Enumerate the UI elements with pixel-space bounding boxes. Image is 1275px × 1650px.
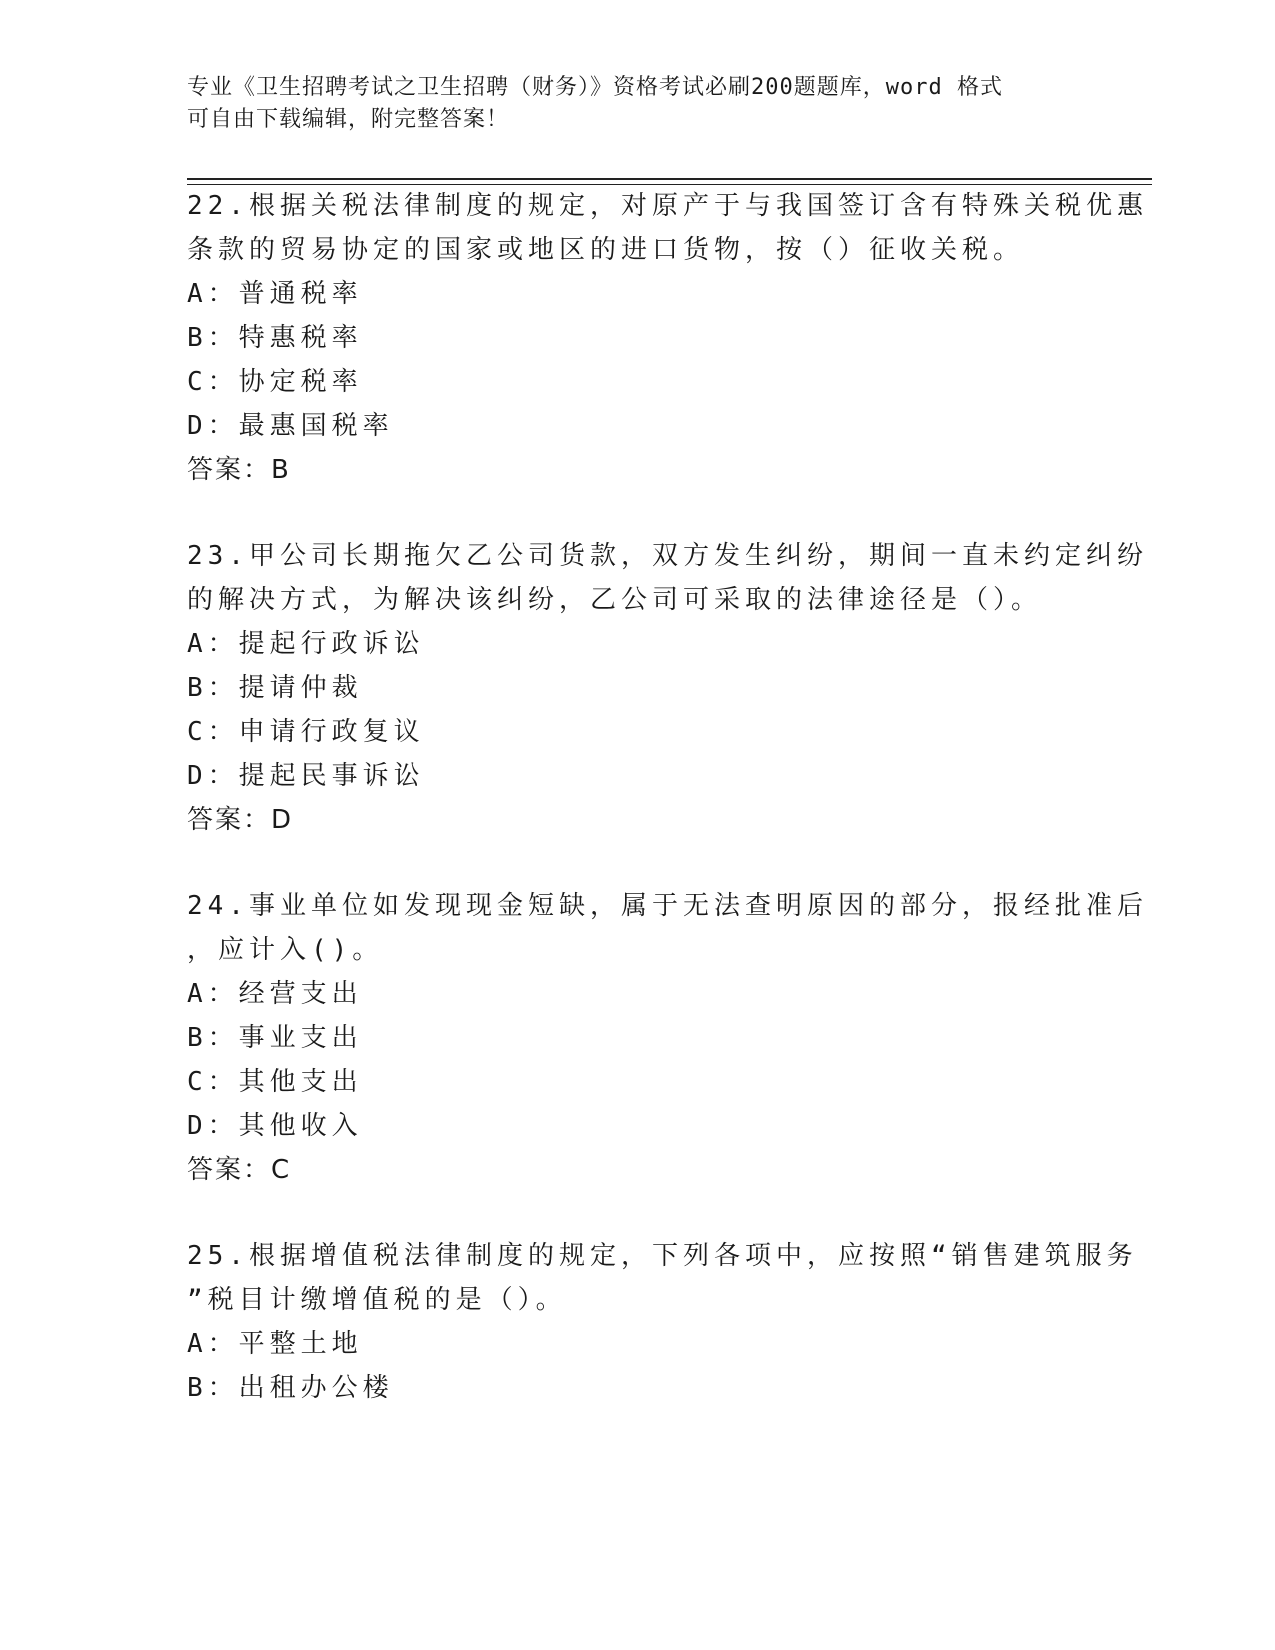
question-text: 25.根据增值税法律制度的规定，下列各项中，应按照“销售建筑服务 [187,1241,1138,1271]
option-b: B：特惠税率 [187,323,363,353]
option-a: A：提起行政诉讼 [187,629,425,659]
question-text: 23.甲公司长期拖欠乙公司货款，双方发生纠纷，期间一直未约定纠纷 [187,541,1148,571]
question-text: ，应计入()。 [187,935,384,965]
header-divider-thick [187,178,1152,180]
header-divider-thin [187,184,1152,185]
option-c: C：其他支出 [187,1067,363,1097]
option-a: A：平整土地 [187,1329,363,1359]
question-text: ”税目计缴增值税的是（）。 [187,1285,567,1315]
option-c: C：申请行政复议 [187,717,425,747]
answer: 答案：C [187,1155,292,1185]
header-line-1: 专业《卫生招聘考试之卫生招聘（财务）》资格考试必刷200题题库，word 格式 [187,75,1003,100]
option-d: D：最惠国税率 [187,411,394,441]
question-text: 条款的贸易协定的国家或地区的进口货物，按（）征收关税。 [187,235,1025,265]
option-c: C：协定税率 [187,367,363,397]
option-a: A：经营支出 [187,979,363,1009]
option-d: D：其他收入 [187,1111,363,1141]
answer: 答案：D [187,805,294,835]
answer: 答案：B [187,455,291,485]
question-text: 的解决方式，为解决该纠纷，乙公司可采取的法律途径是（）。 [187,585,1043,615]
option-b: B：提请仲裁 [187,673,363,703]
option-d: D：提起民事诉讼 [187,761,425,791]
question-text: 24.事业单位如发现现金短缺，属于无法查明原因的部分，报经批准后 [187,891,1148,921]
option-b: B：出租办公楼 [187,1373,394,1403]
question-text: 22.根据关税法律制度的规定，对原产于与我国签订含有特殊关税优惠 [187,191,1148,221]
document-header [187,72,1087,136]
option-b: B：事业支出 [187,1023,363,1053]
header-line-2: 可自由下载编辑，附完整答案！ [187,107,510,132]
option-a: A：普通税率 [187,279,363,309]
